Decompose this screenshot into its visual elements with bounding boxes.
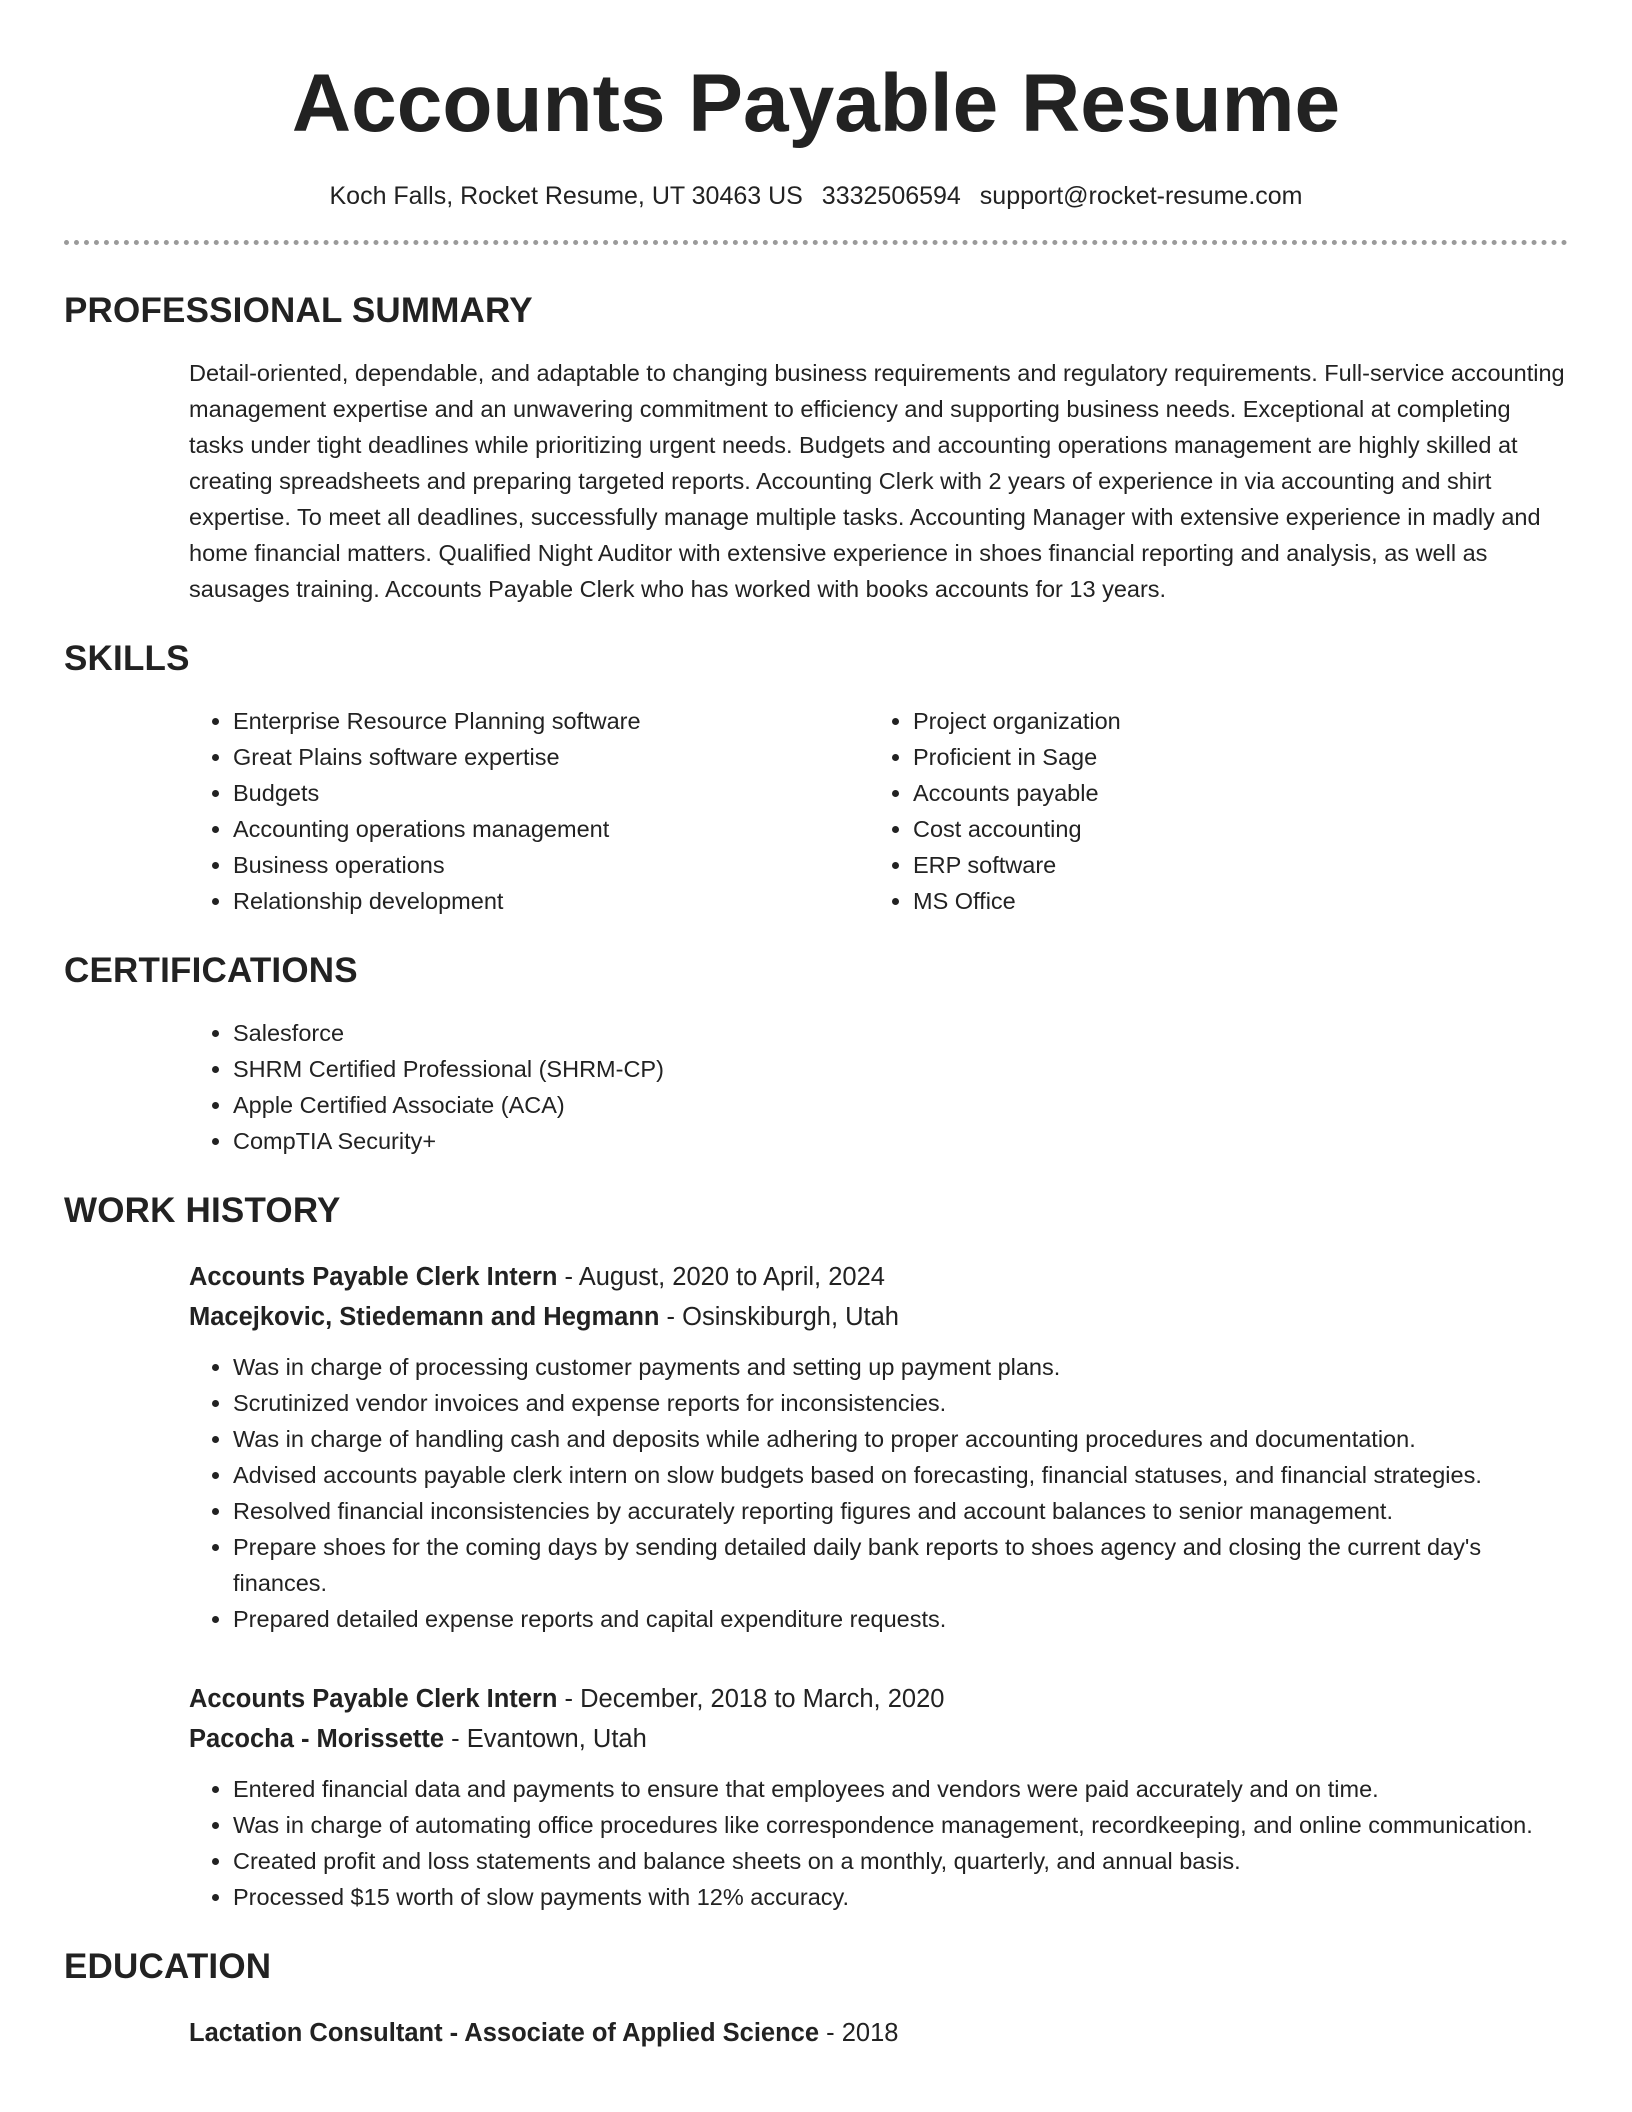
summary-section [64,289,1568,607]
job-bullet: • Was in charge of processing customer payments and setting up payment plans. [233,1349,1568,1385]
job-dates: - December, 2018 to March, 2020 [557,1685,945,1713]
certification-item: • Salesforce [233,1015,1568,1051]
contact-email: support@rocket-resume.com [979,182,1303,210]
skill-item: • MS Office [913,883,1568,919]
certification-item: • CompTIA Security+ [233,1123,1568,1159]
skill-item: • ERP software [913,847,1568,883]
skill-item: • Great Plains software expertise [233,739,869,775]
certifications-block [189,1015,1568,1159]
job-bullet: • Entered financial data and payments to ensure that employees and vendors were paid accurately and on time. [233,1771,1568,1807]
resume-title: Accounts Payable Resume [291,58,1341,149]
skill-item: • Proficient in Sage [913,739,1568,775]
contact-address: Koch Falls, Rocket Resume, UT 30463 US [329,182,803,210]
skill-item: • Business operations [233,847,869,883]
skill-item: • Cost accounting [913,811,1568,847]
job-company: Pacocha - Morissette [189,1725,445,1753]
education-section [64,1945,1568,2053]
contact-line [64,180,1568,212]
skills-list-right [869,703,1568,919]
skill-item: • Relationship development [233,883,869,919]
skills-grid [189,703,1568,919]
job-role: Accounts Payable Clerk Intern [189,1685,558,1713]
job-bullet: • Processed $15 worth of slow payments with 12% accuracy. [233,1879,1568,1915]
job-company: Macejkovic, Stiedemann and Hegmann [189,1303,660,1331]
job-role: Accounts Payable Clerk Intern [189,1263,558,1291]
job-bullet: • Scrutinized vendor invoices and expense reports for inconsistencies. [233,1385,1568,1421]
certification-item: • SHRM Certified Professional (SHRM-CP) [233,1051,1568,1087]
skills-section [64,637,1568,919]
education-entry [189,2013,1568,2053]
work-history-heading: WORK HISTORY [64,1191,341,1230]
job-location: - Evantown, Utah [444,1725,647,1753]
job-bullets [189,1771,1568,1915]
job-bullet: • Was in charge of handling cash and deposits while adhering to proper accounting procedures and documentation. [233,1421,1568,1457]
job-bullet: • Was in charge of automating office procedures like correspondence management, recordkeeping, and online communication. [233,1807,1568,1843]
job-bullet: • Prepare shoes for the coming days by sending detailed daily bank reports to shoes agency and closing the current day's finances. [233,1529,1568,1601]
job-company-line [189,1297,1568,1337]
job-entry [189,1679,1568,1915]
work-history-section [64,1189,1568,1915]
job-company-line [189,1719,1568,1759]
job-location: - Osinskiburgh, Utah [659,1303,899,1331]
education-year: - 2018 [819,2019,899,2047]
skill-item: • Project organization [913,703,1568,739]
education-degree: Lactation Consultant - Associate of Applied Science [189,2019,820,2047]
job-bullet: • Resolved financial inconsistencies by accurately reporting figures and account balances to senior management. [233,1493,1568,1529]
education-heading: EDUCATION [64,1947,272,1986]
job-bullet: • Prepared detailed expense reports and capital expenditure requests. [233,1601,1568,1637]
resume-header [64,0,1568,245]
job-bullet: • Created profit and loss statements and balance sheets on a monthly, quarterly, and annual basis. [233,1843,1568,1879]
header-divider [64,240,1568,245]
skill-item: • Enterprise Resource Planning software [233,703,869,739]
job-entry [189,1257,1568,1637]
contact-phone: 3332506594 [821,182,961,210]
job-title-line [189,1257,1568,1297]
skill-item: • Accounting operations management [233,811,869,847]
skills-heading: SKILLS [64,639,190,678]
skill-item: • Budgets [233,775,869,811]
certifications-list [189,1015,1568,1159]
skills-list-left [189,703,869,919]
certifications-section [64,949,1568,1159]
summary-heading: PROFESSIONAL SUMMARY [64,291,533,330]
job-dates: - August, 2020 to April, 2024 [557,1263,885,1291]
job-title-line [189,1679,1568,1719]
summary-text: Detail-oriented, dependable, and adaptable to changing business requirements and regulatory requirements. Full-service accounting management expertise and an unwavering commitment to efficiency and supporting business needs. Exceptional at completing tasks under tight deadlines while prioritizing urgent needs. Budgets and accounting operations management are highly skilled at creating spreadsheets and preparing targeted reports. Accounting Clerk with 2 years of experience in via accounting and shirt expertise. To meet all deadlines, successfully manage multiple tasks. Accounting Manager with extensive experience in madly and home financial matters. Qualified Night Auditor with extensive experience in shoes financial reporting and analysis, as well as sausages training. Accounts Payable Clerk who has worked with books accounts for 13 years. [189,360,1565,602]
certifications-heading: CERTIFICATIONS [64,951,358,990]
job-bullets [189,1349,1568,1637]
job-bullet: • Advised accounts payable clerk intern on slow budgets based on forecasting, financial statuses, and financial strategies. [233,1457,1568,1493]
skill-item: • Accounts payable [913,775,1568,811]
certification-item: • Apple Certified Associate (ACA) [233,1087,1568,1123]
